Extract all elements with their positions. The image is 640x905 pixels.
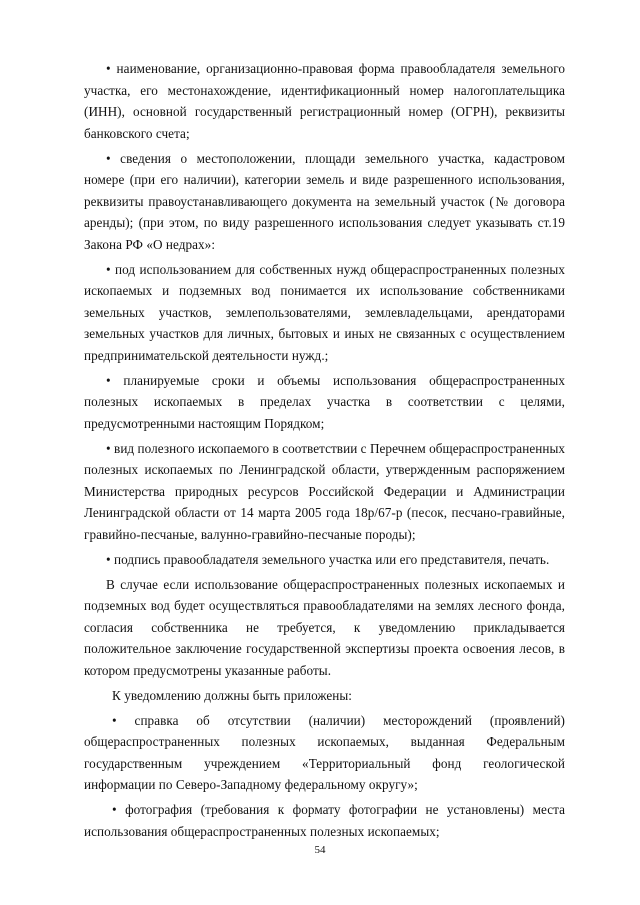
bullet-paragraph-location-and-area: • сведения о местоположении, площади земельного участка, кадастровом номере (при его наличии), категории земель и виде разрешенного использования, реквизиты правоустанавливающего документа на земельный участок (№ договора аренды); (при этом, по виду разрешенного использования следует указывать ст.19 Закона РФ «О недрах»: (84, 150, 565, 252)
page-number: 54 (314, 844, 326, 856)
bullet-paragraph-name-and-legal-form: • наименование, организационно-правовая форма правообладателя земельного участка, его местонахождение, идентификационный номер налогоплательщика (ИНН), основной государственный регистрационный номер (ОГРН), реквизиты банковского счета; (84, 61, 565, 141)
bullet-paragraph-mineral-type: • вид полезного ископаемого в соответствии с Перечнем общераспространенных полезных ископаемых по Ленинградской области, утвержденным распоряжением Министерства природных ресурсов Российской Федерации и Администрации Ленинградской области от 14 марта 2005 года 18р/67-р (песок, песчано-гравийные, гравийно-песчаные, валунно-гравийно-песчаные породы); (84, 440, 565, 542)
paragraph-attachments-heading: К уведомлению должны быть приложены: (112, 687, 353, 703)
bullet-paragraph-planned-terms: • планируемые сроки и объемы использования общераспространенных полезных ископаемых в пределах участка в соответствии с целями, предусмотренными настоящим Порядком; (84, 372, 565, 431)
paragraph-forest-fund-lands: В случае если использование общераспространенных полезных ископаемых и подземных вод будет осуществляться правообладателями на землях лесного фонда, согласия собственника не требуется, к уведомлению прикладывается положительное заключение государственной экспертизы проекта освоения лесов, в котором предусмотрены указанные работы. (84, 576, 565, 678)
bullet-paragraph-signature: • подпись правообладателя земельного участка или его представителя, печать. (106, 551, 550, 567)
bullet-paragraph-own-needs-definition: • под использованием для собственных нужд общераспространенных полезных ископаемых и подземных вод понимается их использование собственниками земельных участков, землепользователями, землевладельцами, арендаторами земельных участков для личных, бытовых и иных не связанных с осуществлением предпринимательской деятельности нужд.; (84, 261, 565, 363)
bullet-paragraph-deposit-certificate: • справка об отсутствии (наличии) месторождений (проявлений) общераспространенных полезных ископаемых, выданная Федеральным государственным учреждением «Территориальный фонд геологической информации по Северо-Западному федеральному округу»; (84, 712, 565, 792)
bullet-paragraph-photograph: • фотография (требования к формату фотографии не установлены) места использования общераспространенных полезных ископаемых; (84, 802, 565, 839)
document-page (84, 58, 565, 846)
